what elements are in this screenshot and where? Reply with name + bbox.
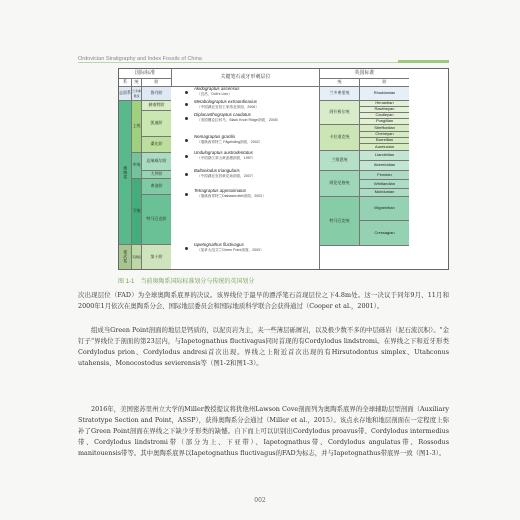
horizon-entry: Tetragraptus approximatus （瑞典西哥特兰Diabasbrottet剖面，2002） xyxy=(194,188,266,198)
british-stage: Streffordian xyxy=(359,125,409,132)
british-stage: Abereiddian xyxy=(359,161,409,171)
series-llandovery: 兰多弗里统 xyxy=(131,87,141,101)
stratigraphy-figure xyxy=(118,68,449,270)
paragraph: 次出现层位（FAD）为全球奥陶系底界的决议。该界线位于最早的漂浮笔石首现层位之下4.8m处。这一决议于同年9月、11月和2000年1月依次在奥陶系分会、国际地层委员会和国际地质科学联合会获得通过（Cooper et al.，2001）。 xyxy=(78,291,449,310)
series-middle: 中统 xyxy=(131,153,141,179)
series-lower: 下统 xyxy=(131,179,141,245)
gssp-marker xyxy=(185,247,188,250)
stage-tremadocian: 特马豆克阶 xyxy=(141,195,171,245)
series-furongian: 芙蓉统 xyxy=(131,245,141,269)
stage-hirnantian: 赫南特阶 xyxy=(141,101,171,111)
british-stage: Whitlandian xyxy=(359,180,409,189)
british-stage: Rawtheyan xyxy=(359,107,409,113)
gssp-marker xyxy=(185,193,188,196)
british-series-ashgill: 阿什极尔统 xyxy=(319,101,359,125)
gssp-marker xyxy=(185,139,188,142)
stage-cambrian-10: 第十阶 xyxy=(141,245,171,269)
british-series-caradoc: 卡拉道克统 xyxy=(319,125,359,151)
british-stage: Rhuddanian xyxy=(359,87,409,101)
horizon-entry: Undulograptus austrodentatus （中国浙江常山黄泥塘剖面，1997） xyxy=(194,150,256,160)
gssp-marker xyxy=(185,117,188,120)
british-stage: Pusgillian xyxy=(359,119,409,125)
british-stage: Aurelucian xyxy=(359,144,409,151)
british-stage: Cheneyan xyxy=(359,132,409,138)
british-stage: Burrellian xyxy=(359,138,409,144)
british-series-arenig: 阿伦尼格统 xyxy=(319,171,359,197)
british-stage: Migneintian xyxy=(359,197,409,221)
paragraph: 2016年，美国密苏里州立大学的Miller教授提议将犹他州Lawson Cove剖面列为奥陶系底界的全球辅助层型剖面（Auxiliary Stratotype Section and Point，ASSP），获得奥陶系分会通过（Miller et al.，2015）。该点永存地和地层剖面在一定程度上弥补了Green Point剖面在界线之下缺少牙形类的缺憾。自下而上可以识别出Cordylodus proavus带、Cordylodus intermedius带、Cordylodus lindstromi带（部分为上、下亚带）、Iapetognathus带、Cordylodus angulatus带、Rossodus manitouensis带等。其中奥陶系底界以Iapetognathus fluctivagus的FAD为标志，并与Iapetognathus带底界一致（图1-3）。 xyxy=(78,405,449,457)
british-stage: Cautleyan xyxy=(359,113,409,119)
gssp-marker xyxy=(185,103,188,106)
header-system: 系 xyxy=(119,79,131,87)
stage-katian: 凯迪阶 xyxy=(141,111,171,137)
paragraph: 组成当Green Point剖面的地层是钙质的，以泥页岩为主，夹一些薄层砾屑岩，以及极少数不多的中层砾岩（泥石流沉积）。"金钉子"界线位于剖面的第23层内，与Iapetognathus fluctivagus同时首现的有Cordylodus lindstromi。在界线之下和近牙形类Cordylodus prion、Cordylodus andresi首次出现。界线之上附近首次出现的有Hirsutodontus simplex、Utahconus utahensis、Monocostodus sevierensis等（图1-2和图1-3）。 xyxy=(78,326,449,367)
stage-sandbian: 桑比阶 xyxy=(141,137,171,153)
british-blank xyxy=(319,245,409,269)
horizon-entry: Iapetognathus fluctivagus （加拿大纽芬兰Green Point剖面，2000） xyxy=(194,242,264,252)
header-british: 英国标准 xyxy=(319,69,409,79)
header-rule-accent xyxy=(398,60,449,63)
header-stage: 阶 xyxy=(141,79,171,87)
horizon-entry: Akidograptus ascensus （宜昌，Dob's Linn） xyxy=(194,86,240,96)
horizon-entry: Diplacanthograptus caudatus （美国俄克拉何马，Black Knob Ridge剖面，2005） xyxy=(194,112,281,122)
horizon-entry: Baltoniodus triangularis （中国湖北宜昌黄花场剖面，2007） xyxy=(194,168,256,178)
british-stage: Moridunian xyxy=(359,189,409,197)
system-cambrian: 寒武系 xyxy=(119,245,131,269)
header-key-horizons: 关键笔石或牙形刺层位 xyxy=(171,69,319,87)
british-stage: Fennian xyxy=(359,171,409,180)
british-stage: Cressagian xyxy=(359,221,409,245)
header-international: 国际标准 xyxy=(119,69,171,79)
horizon-entry: Nemagraptus gracilis （瑞典西哥特兰 Fågelsång剖面，2002） xyxy=(194,134,263,144)
gssp-marker xyxy=(185,91,188,94)
british-series-llanvirn: 兰维恩统 xyxy=(319,151,359,171)
stage-floian: 弗洛阶 xyxy=(141,179,171,195)
british-stage: Llandeilian xyxy=(359,151,409,161)
system-silurian: 志留系 xyxy=(119,87,131,101)
page-number: 002 xyxy=(254,497,266,504)
stage-darriwilian: 达瑞威尔阶 xyxy=(141,153,171,171)
header-rule xyxy=(78,62,449,63)
system-ordovician: 奥陶系 xyxy=(119,101,131,245)
figure-caption: 图 1-1 当前奥陶系国际标准划分与传统的英国划分 xyxy=(118,279,255,285)
gssp-marker xyxy=(185,155,188,158)
stage-rhuddanian: 鲁丹阶 xyxy=(141,87,171,101)
british-series-tremadoc: 特马豆克统 xyxy=(319,197,359,245)
british-series-llandovery: 兰多弗里统 xyxy=(319,87,359,101)
header-series: 统 xyxy=(131,79,141,87)
stage-dapingian: 大坪阶 xyxy=(141,171,171,179)
series-upper: 上统 xyxy=(131,101,141,153)
header-british-stage: 阶 xyxy=(359,79,409,87)
horizon-entry: Metabolograptus extraordinarius （中国湖北宜昌王家湾北剖面，2006） xyxy=(194,99,259,109)
header-british-series: 统 xyxy=(319,79,359,87)
british-stage: Hirnantian xyxy=(359,101,409,107)
gssp-marker xyxy=(185,173,188,176)
running-head: Ordovician Stratigraphy and Index Fossils of China xyxy=(78,56,202,62)
